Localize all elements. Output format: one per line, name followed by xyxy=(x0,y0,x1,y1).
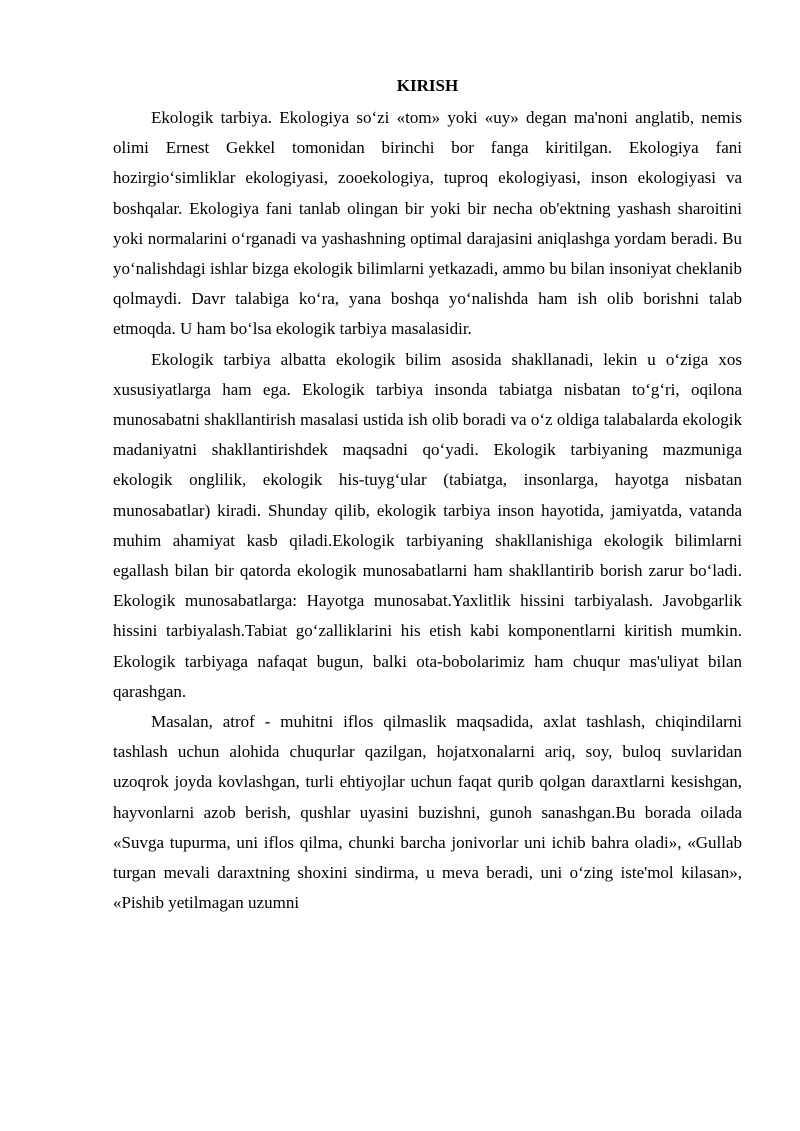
document-body xyxy=(113,103,742,918)
page-title: KIRISH xyxy=(396,76,459,95)
paragraph-traditions: Masalan, atrof - muhitni iflos qilmaslik maqsadida, axlat tashlash, chiqindilarni tashlash uchun alohida chuqurlar qazilgan, hojatxonalarni ariq, soy, buloq suvlaridan uzoqrok joyda kovlashgan, turli ehtiyojlar uchun faqat qurib qolgan daraxtlarni kesishgan, hayvonlarni azob berish, qushlar uyasini buzishni, gunoh sanashgan.Bu borada oilada «Suvga tupurma, uni iflos qilma, chunki barcha jonivorlar uni ichib bahra oladi», «Gullab turgan mevali daraxtning shoxini sindirma, u meva beradi, uni o‘zing iste'mol kilasan», «Pishib yetilmagan uzumni xyxy=(113,712,742,913)
paragraph-ecological-upbringing: Ekologik tarbiya. Ekologiya so‘zi «tom» yoki «uy» degan ma'noni anglatib, nemis olimi Ernest Gekkel tomonidan birinchi bor fanga kiritilgan. Ekologiya fani hozirgio‘simliklar ekologiyasi, zooekologiya, tuproq ekologiyasi, inson ekologiyasi va boshqalar. Ekologiya fani tanlab olingan bir yoki bir necha ob'ektning yashash sharoitini yoki normalarini o‘rganadi va yashashning optimal darajasini aniqlashga yordam beradi. Bu yo‘nalishdagi ishlar bizga ekologik bilimlarni yetkazadi, ammo bu bilan insoniyat cheklanib qolmaydi. Davr talabiga ko‘ra, yana boshqa yo‘nalishda ham ish olib borishni talab etmoqda. U ham bo‘lsa ekologik tarbiya masalasidir. xyxy=(113,108,742,339)
paragraph-ecological-knowledge: Ekologik tarbiya albatta ekologik bilim asosida shakllanadi, lekin u o‘ziga xos xususiyatlarga ham ega. Ekologik tarbiya insonda tabiatga nisbatan to‘g‘ri, oqilona munosabatni shakllantirish masalasi ustida ish olib boradi va o‘z oldiga talabalarda ekologik madaniyatni shakllantirishdek maqsadni qo‘yadi. Ekologik tarbiyaning mazmuniga ekologik onglilik, ekologik his-tuyg‘ular (tabiatga, insonlarga, hayotga nisbatan munosabatlar) kiradi. Shunday qilib, ekologik tarbiya inson hayotida, jamiyatda, vatanda muhim ahamiyat kasb qiladi.Ekologik tarbiyaning shakllanishiga ekologik bilimlarni egallash bilan bir qatorda ekologik munosabatlarni ham shakllantirib borish zarur bo‘ladi. Ekologik munosabatlarga: Hayotga munosabat.Yaxlitlik hissini tarbiyalash. Javobgarlik hissini tarbiyalash.Tabiat go‘zalliklarini his etish kabi komponentlarni kiritish mumkin. Ekologik tarbiyaga nafaqat bugun, balki ota-bobolarimiz ham chuqur mas'uliyat bilan qarashgan. xyxy=(113,349,742,701)
